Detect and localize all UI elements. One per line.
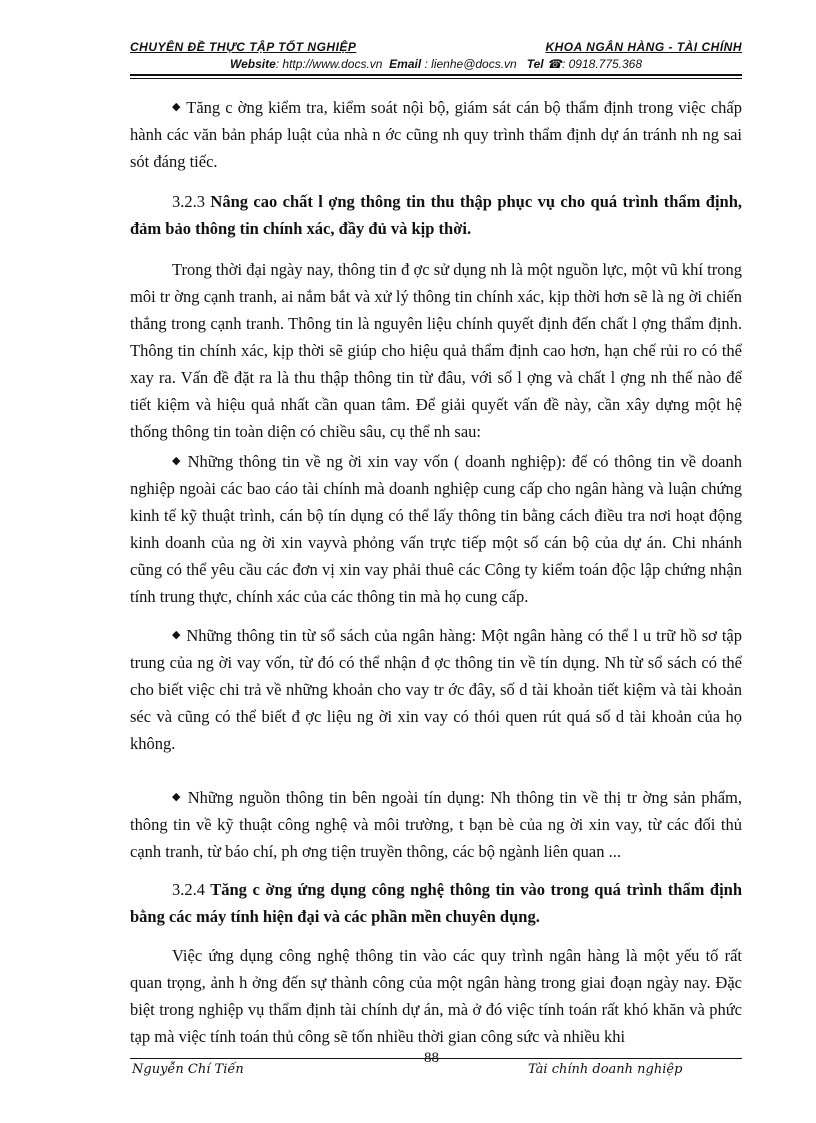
bullet-icon: ◆ <box>172 629 182 641</box>
paragraph-text: Những thông tin về ng ời xin vay vốn ( doanh nghiệp): để có thông tin về doanh nghiệp ngoài các bao cáo tài chính mà doanh nghiệp cung cấp cho ngân hàng và luận chứng kinh tế kỹ thuật trình, cán bộ tín dụng có thể lấy thông tin bằng cách điều tra nơi hoạt động kinh doanh của ng ời xin vayvà phỏng vấn trực tiếp một số cán bộ của dự án. Chi nhánh cũng có thể yêu cầu các đơn vị xin vay phải thuê các Công ty kiểm toán độc lập chứng nhận tính trung thực, chính xác của các thông tin mà họ cung cấp. <box>130 452 742 606</box>
bullet-icon: ◆ <box>172 791 183 803</box>
paragraph-text: Việc ứng dụng công nghệ thông tin vào các quy trình ngân hàng là một yếu tố rất quan trọng, ảnh h ởng đến sự thành công của một ngân hàng trong giai đoạn ngày nay. Đặc biệt trong nghiệp vụ thẩm định tài chính dự án, mà ở đó việc tính toán rất khó khăn và phức tạp mà việc tính toán thủ công sẽ tốn nhiều thời gian công sức và nhiều khi <box>130 946 742 1046</box>
paragraph-bullet-2 <box>130 448 742 610</box>
bullet-icon: ◆ <box>172 455 182 467</box>
section-heading-3-2-4 <box>130 876 742 930</box>
paragraph-text: Những nguồn thông tin bên ngoài tín dụng: Nh thông tin về thị tr ờng sản phẩm, thông tin về kỹ thuật công nghệ và môi trường, t bạn bè của ng ời xin vay, từ các đối thủ cạnh tranh, từ báo chí, ph ơng tiện truyền thông, các bộ ngành liên quan ... <box>130 788 742 861</box>
phone-icon: ☎ <box>547 57 562 71</box>
website-label: Website <box>229 57 276 71</box>
header-contact-line <box>130 57 742 71</box>
paragraph-bullet-3 <box>130 622 742 757</box>
paragraph-bullet-4 <box>130 784 742 865</box>
paragraph-it <box>130 942 742 1050</box>
bullet-icon: ◆ <box>172 101 182 113</box>
tel-value: : 0918.775.368 <box>561 57 643 71</box>
paragraph-text: Tăng c ờng kiểm tra, kiểm soát nội bộ, giám sát cán bộ thẩm định trong việc chấp hành các văn bản pháp luật của nhà n ớc cũng nh quy trình thẩm định dự án tránh nh ng sai sót đáng tiếc. <box>130 98 742 171</box>
website-value: : http://www.docs.vn <box>275 57 383 71</box>
section-title: Nâng cao chất l ợng thông tin thu thập phục vụ cho quá trình thẩm định, đảm bảo thông tin chính xác, đầy đủ và kịp thời. <box>130 192 743 238</box>
footer-author: Nguyễn Chí Tiến <box>132 1062 244 1077</box>
header-rule-thin <box>130 78 742 79</box>
header-rule-thick <box>130 74 742 76</box>
paragraph-intro <box>130 256 742 445</box>
paragraph-bullet-1 <box>130 94 742 175</box>
footer-rule <box>130 1058 742 1059</box>
footer-department: Tài chính doanh nghiệp <box>528 1062 683 1077</box>
section-heading-3-2-3 <box>130 188 742 242</box>
section-title: Tăng c ờng ứng dụng công nghệ thông tin vào trong quá trình thẩm định bằng các máy tính hiện đại và các phần mền chuyên dụng. <box>130 880 743 926</box>
paragraph-text: Trong thời đại ngày nay, thông tin đ ợc sử dụng nh là một nguồn lực, một vũ khí trong môi tr ờng cạnh tranh, ai nắm bắt và xử lý thông tin chính xác, kịp thời hơn sẽ là ng ời chiến thắng trong cạnh tranh. Thông tin là nguyên liệu chính quyết định đến chất l ợng thẩm định. Thông tin chính xác, kịp thời sẽ giúp cho hiệu quả thẩm định cao hơn, hạn chế rủi ro có thể xay ra. Vấn đề đặt ra là thu thập thông tin từ đâu, với số l ợng và chất l ợng nh thế nào để tiết kiệm và hiệu quả nhất cần quan tâm. Để giải quyết vấn đề này, cần xây dựng một hệ thống thông tin toàn diện có chiều sâu, cụ thể nh sau: <box>130 260 742 441</box>
header-left-title: CHUYÊN ĐỀ THỰC TẬP TỐT NGHIỆP <box>130 40 357 54</box>
tel-label: Tel <box>526 57 544 71</box>
section-number: 3.2.3 <box>172 192 205 211</box>
section-number: 3.2.4 <box>172 880 205 899</box>
email-label: Email <box>389 57 422 71</box>
running-header <box>130 40 742 56</box>
page-number: 88 <box>424 1050 439 1066</box>
email-value: : lienhe@docs.vn <box>424 57 517 71</box>
paragraph-text: Những thông tin từ sổ sách của ngân hàng: Một ngân hàng có thể l u trữ hồ sơ tập trung của ng ời vay vốn, từ đó có thể nhận đ ợc thông tin về tín dụng. Nh từ sổ sách có thể cho biết việc chi trả về những khoản cho vay tr ớc đây, số d tài khoản tiết kiệm và tài khoản séc và cũng có thể biết đ ợc liệu ng ời xin vay có thói quen rút quá số d tài khoản của họ không. <box>130 626 742 753</box>
header-right-title: KHOA NGÂN HÀNG - TÀI CHÍNH <box>545 40 742 54</box>
